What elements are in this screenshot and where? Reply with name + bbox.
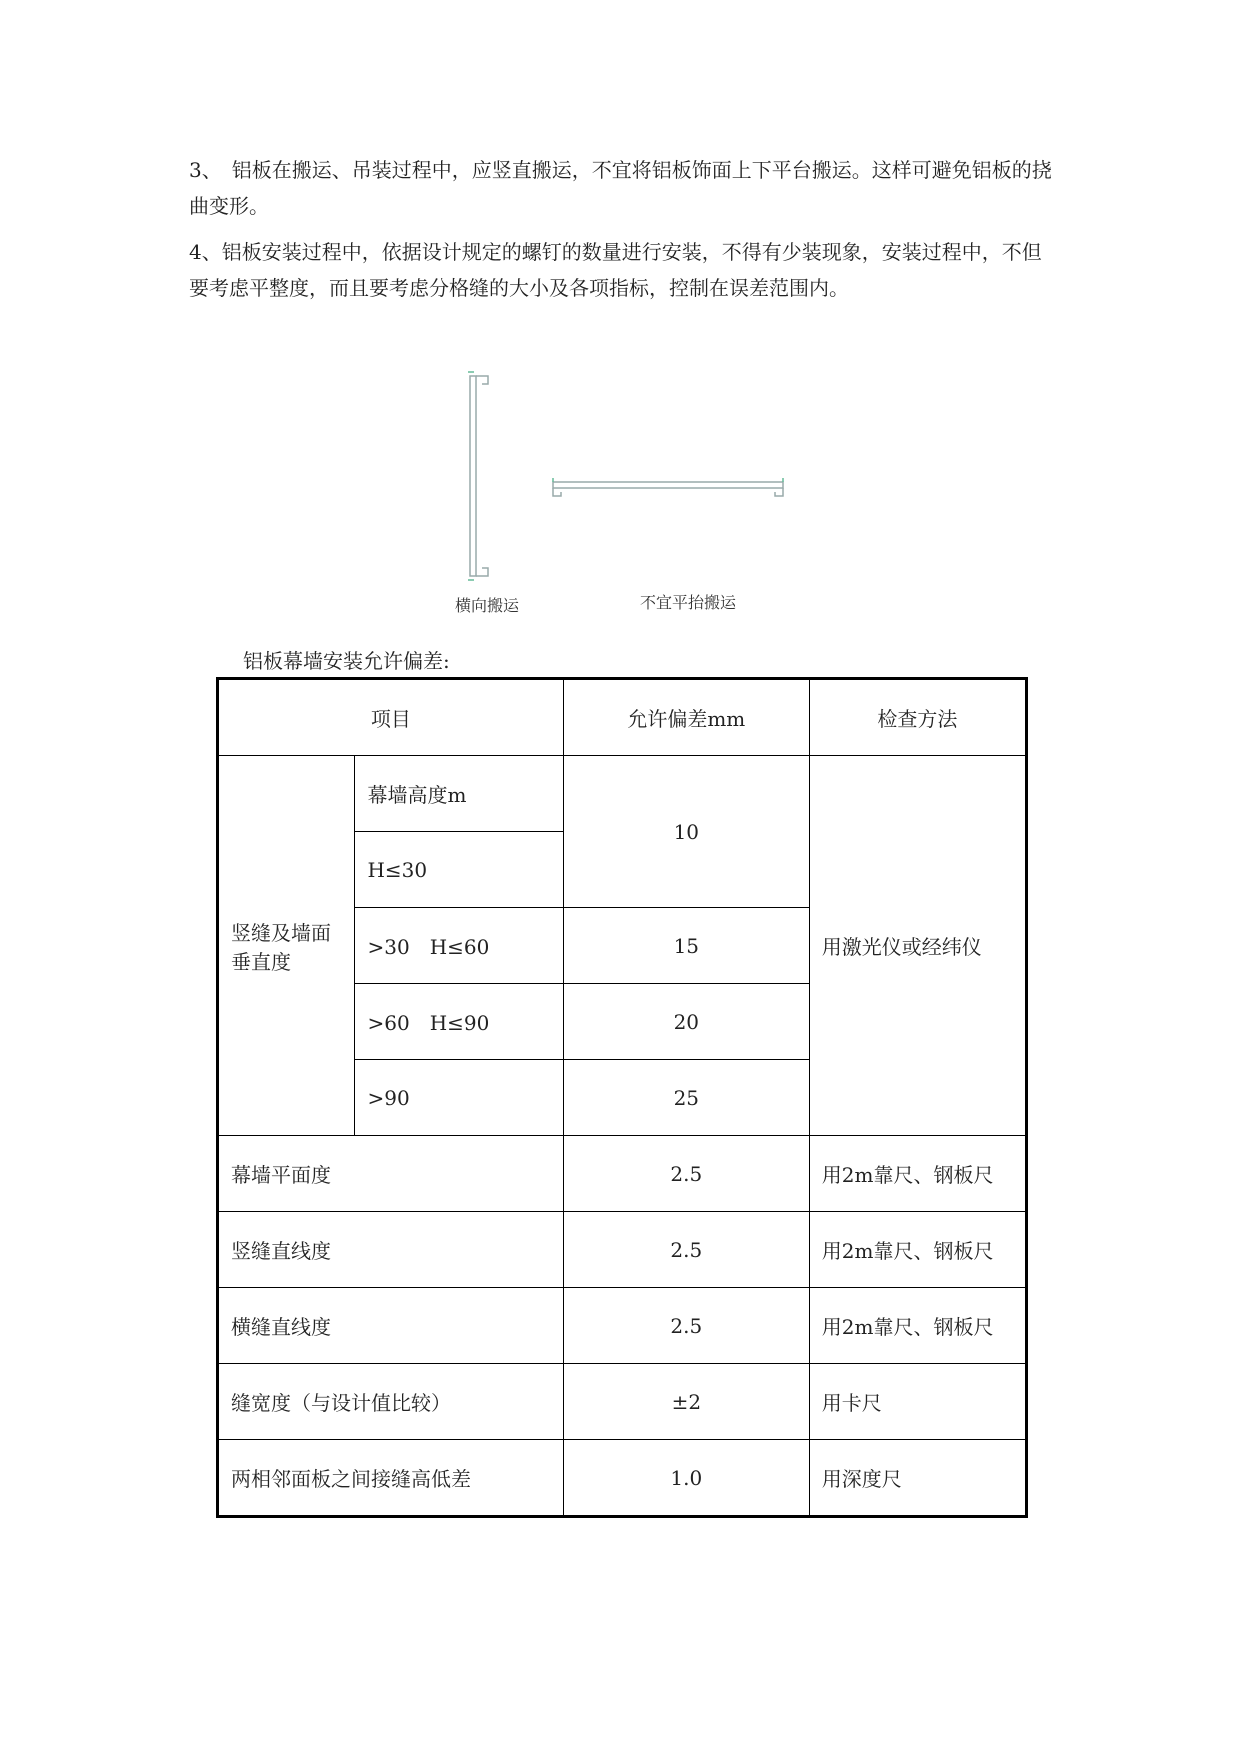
row-value: 2.5 xyxy=(563,1212,809,1288)
row-item: 幕墙平面度 xyxy=(218,1136,564,1212)
row-item: 竖缝直线度 xyxy=(218,1212,564,1288)
group-value: 15 xyxy=(563,908,809,984)
row-method: 用2m靠尺、钢板尺 xyxy=(809,1212,1026,1288)
header-item: 项目 xyxy=(218,679,564,756)
row-value: 2.5 xyxy=(563,1136,809,1212)
paragraph-3: 3、 铝板在搬运、吊装过程中，应竖直搬运，不宜将铝板饰面上下平台搬运。这样可避免铝板的挠曲变形。 xyxy=(189,158,1052,218)
table-row xyxy=(218,1364,1027,1440)
row-method: 用2m靠尺、钢板尺 xyxy=(809,1136,1026,1212)
table-row xyxy=(218,1440,1027,1517)
row-item: 两相邻面板之间接缝高低差 xyxy=(218,1440,564,1517)
tolerance-table xyxy=(216,677,1028,1518)
header-method: 检查方法 xyxy=(809,679,1026,756)
group-subitem: >60 H≤90 xyxy=(355,984,563,1060)
row-value: 1.0 xyxy=(563,1440,809,1517)
row-value: 2.5 xyxy=(563,1288,809,1364)
row-item: 缝宽度（与设计值比较） xyxy=(218,1364,564,1440)
table-row xyxy=(218,1136,1027,1212)
group-method: 用激光仪或经纬仪 xyxy=(809,756,1026,1136)
row-value: ±2 xyxy=(563,1364,809,1440)
horizontal-panel-drawing xyxy=(553,478,783,496)
group-value: 10 xyxy=(563,756,809,908)
vertical-panel-drawing xyxy=(468,372,488,580)
row-method: 用深度尺 xyxy=(809,1440,1026,1517)
row-method: 用卡尺 xyxy=(809,1364,1026,1440)
group-subitem: 幕墙高度m xyxy=(355,756,563,832)
panel-transport-figure xyxy=(460,368,820,588)
table-row xyxy=(218,1288,1027,1364)
header-tolerance: 允许偏差mm xyxy=(563,679,809,756)
group-subitem: H≤30 xyxy=(355,832,563,908)
paragraph-4: 4、铝板安装过程中，依据设计规定的螺钉的数量进行安装，不得有少装现象，安装过程中，不但要考虑平整度，而且要考虑分格缝的大小及各项指标，控制在误差范围内。 xyxy=(189,240,1042,300)
row-method: 用2m靠尺、钢板尺 xyxy=(809,1288,1026,1364)
group-subitem: >30 H≤60 xyxy=(355,908,563,984)
group-subitem: >90 xyxy=(355,1060,563,1136)
group-value: 25 xyxy=(563,1060,809,1136)
caption-vertical-transport: 横向搬运 xyxy=(455,596,520,615)
table-row xyxy=(218,756,1027,832)
row-item: 横缝直线度 xyxy=(218,1288,564,1364)
table-title: 铝板幕墙安装允许偏差: xyxy=(243,649,450,673)
group-value: 20 xyxy=(563,984,809,1060)
table-header-row xyxy=(218,679,1027,756)
caption-flat-transport: 不宜平抬搬运 xyxy=(640,593,737,612)
group-label: 竖缝及墙面垂直度 xyxy=(218,756,355,1136)
table-row xyxy=(218,1212,1027,1288)
